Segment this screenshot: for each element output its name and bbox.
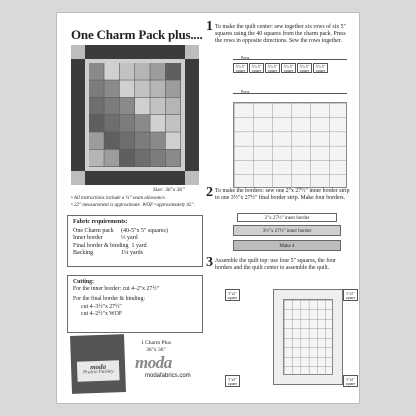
press-arrow	[233, 59, 347, 60]
inner-border-strip: 2"x 27½" inner border	[237, 213, 337, 222]
note-seam: • All instructions include a ¼" seam allowance.	[71, 196, 166, 201]
quilt-block	[150, 150, 165, 167]
quilt-block	[135, 80, 150, 97]
charm-pack-label	[77, 360, 120, 381]
quilt-illustration	[71, 45, 199, 185]
fabric-item: Inner border	[73, 235, 103, 241]
quilt-block	[89, 80, 104, 97]
quilt-block	[104, 80, 119, 97]
quilt-block	[150, 98, 165, 115]
charm-caption-line1: 1 Charm Plus	[141, 340, 171, 346]
step-number-1: 1	[206, 19, 213, 34]
quilt-block	[135, 98, 150, 115]
charm-pack-image	[70, 334, 126, 394]
quilt-block	[150, 63, 165, 80]
make-four-label: Make 4	[233, 240, 341, 251]
corner-square: 5"x5" square	[343, 289, 358, 301]
fabric-item: Final border & binding	[73, 242, 129, 249]
fabric-requirements-box	[67, 215, 203, 267]
quilt-block	[166, 98, 181, 115]
quilt-block	[104, 150, 119, 167]
square: 5"x 5" square	[297, 63, 312, 73]
quilt-block	[89, 150, 104, 167]
pattern-sheet	[56, 12, 360, 404]
quilt-block	[104, 115, 119, 132]
quilt-block	[166, 63, 181, 80]
fabric-item: Backing	[73, 250, 93, 256]
quilt-block	[135, 115, 150, 132]
fabric-amount: 1 yard	[131, 242, 147, 249]
quilt-block	[104, 132, 119, 149]
cutting-heading: Cutting:	[73, 279, 94, 285]
step-text-1: To make the quilt center: sew together six rows of six 5" squares using the 40 squares from the charm pack. Press the rows in opposite directions. Sew the rows together.	[215, 24, 346, 44]
fabric-amount: (40-5"x 5" squares)	[121, 227, 168, 234]
quilt-block	[89, 98, 104, 115]
corner-square: 5"x5" square	[343, 375, 358, 387]
quilt-block	[166, 150, 181, 167]
quilt-block	[120, 132, 135, 149]
note-wof: • 22" measurement is approximate. WOF=approximately 42".	[71, 202, 195, 208]
quilt-block	[135, 150, 150, 167]
quilt-size: Size: 36"x 36"	[153, 187, 185, 193]
corner-square: 5"x5" square	[225, 375, 240, 387]
fabric-row	[73, 235, 197, 243]
fabric-row	[73, 250, 197, 258]
moda-logo: moda	[135, 353, 172, 372]
step-number-2: 2	[206, 185, 213, 200]
quilt-block	[89, 132, 104, 149]
quilt-block	[166, 132, 181, 149]
step-text-2: To make the borders: sew one 2"x 27½" inner border strip to one 3½"x 27½" final border strip. Make four borders.	[215, 188, 350, 201]
pattern-title: One Charm Pack plus....	[71, 27, 203, 42]
assembly-center	[283, 299, 333, 375]
website-link[interactable]: modafabrics.com	[145, 373, 191, 379]
quilt-block	[120, 80, 135, 97]
quilt-block	[166, 80, 181, 97]
press-label: Press	[241, 55, 250, 60]
square: 5"x 5" square	[281, 63, 296, 73]
square: 5"x 5" square	[313, 63, 328, 73]
step-text-3: Assemble the quilt top: use four 5" squares, the four borders and the quilt center to assemble the quilt.	[215, 258, 336, 271]
quilt-block	[150, 80, 165, 97]
fabric-row	[73, 228, 197, 236]
quilt-block	[135, 63, 150, 80]
quilt-block	[120, 63, 135, 80]
fabric-heading: Fabric requirements:	[73, 219, 128, 225]
final-border-strip: 3½"x 27½" inner border	[233, 225, 341, 236]
charm-collection: Prairie Paisley	[82, 369, 114, 376]
fabric-amount: ⅓ yard	[121, 235, 138, 241]
quilt-block	[150, 115, 165, 132]
fabric-item: One Charm pack	[73, 227, 114, 234]
step-number-3: 3	[206, 255, 213, 270]
square: 5"x 5" square	[265, 63, 280, 73]
quilt-block	[89, 63, 104, 80]
square-row	[233, 63, 328, 73]
press-arrow	[233, 93, 347, 94]
charm-brand: moda	[89, 362, 107, 372]
cutting-final-a: cut 4–3½"x 27½"	[81, 303, 122, 310]
cutting-box	[67, 275, 203, 333]
corner-square: 5"x5" square	[225, 289, 240, 301]
square: 5"x 5" square	[233, 63, 248, 73]
quilt-block	[89, 115, 104, 132]
quilt-block	[166, 115, 181, 132]
seam-notes	[71, 196, 211, 209]
cutting-final-b: cut 4–2½"x WOF	[81, 310, 123, 317]
quilt-block	[104, 63, 119, 80]
fabric-row	[73, 243, 197, 251]
quilt-center-grid	[233, 102, 347, 188]
cutting-inner: For the inner border: cut 4–2"x 27½"	[73, 286, 160, 293]
quilt-block	[120, 150, 135, 167]
square: 5"x 5" square	[249, 63, 264, 73]
charm-caption-line2: 36"x 36"	[146, 346, 166, 353]
quilt-block	[120, 98, 135, 115]
quilt-block	[135, 132, 150, 149]
cutting-final: For the final border & binding:	[73, 296, 145, 303]
quilt-block	[150, 132, 165, 149]
fabric-amount: 1¼ yards	[121, 250, 143, 256]
quilt-block	[120, 115, 135, 132]
charm-caption	[141, 340, 171, 353]
press-label: Press	[241, 89, 250, 94]
quilt-block	[104, 98, 119, 115]
